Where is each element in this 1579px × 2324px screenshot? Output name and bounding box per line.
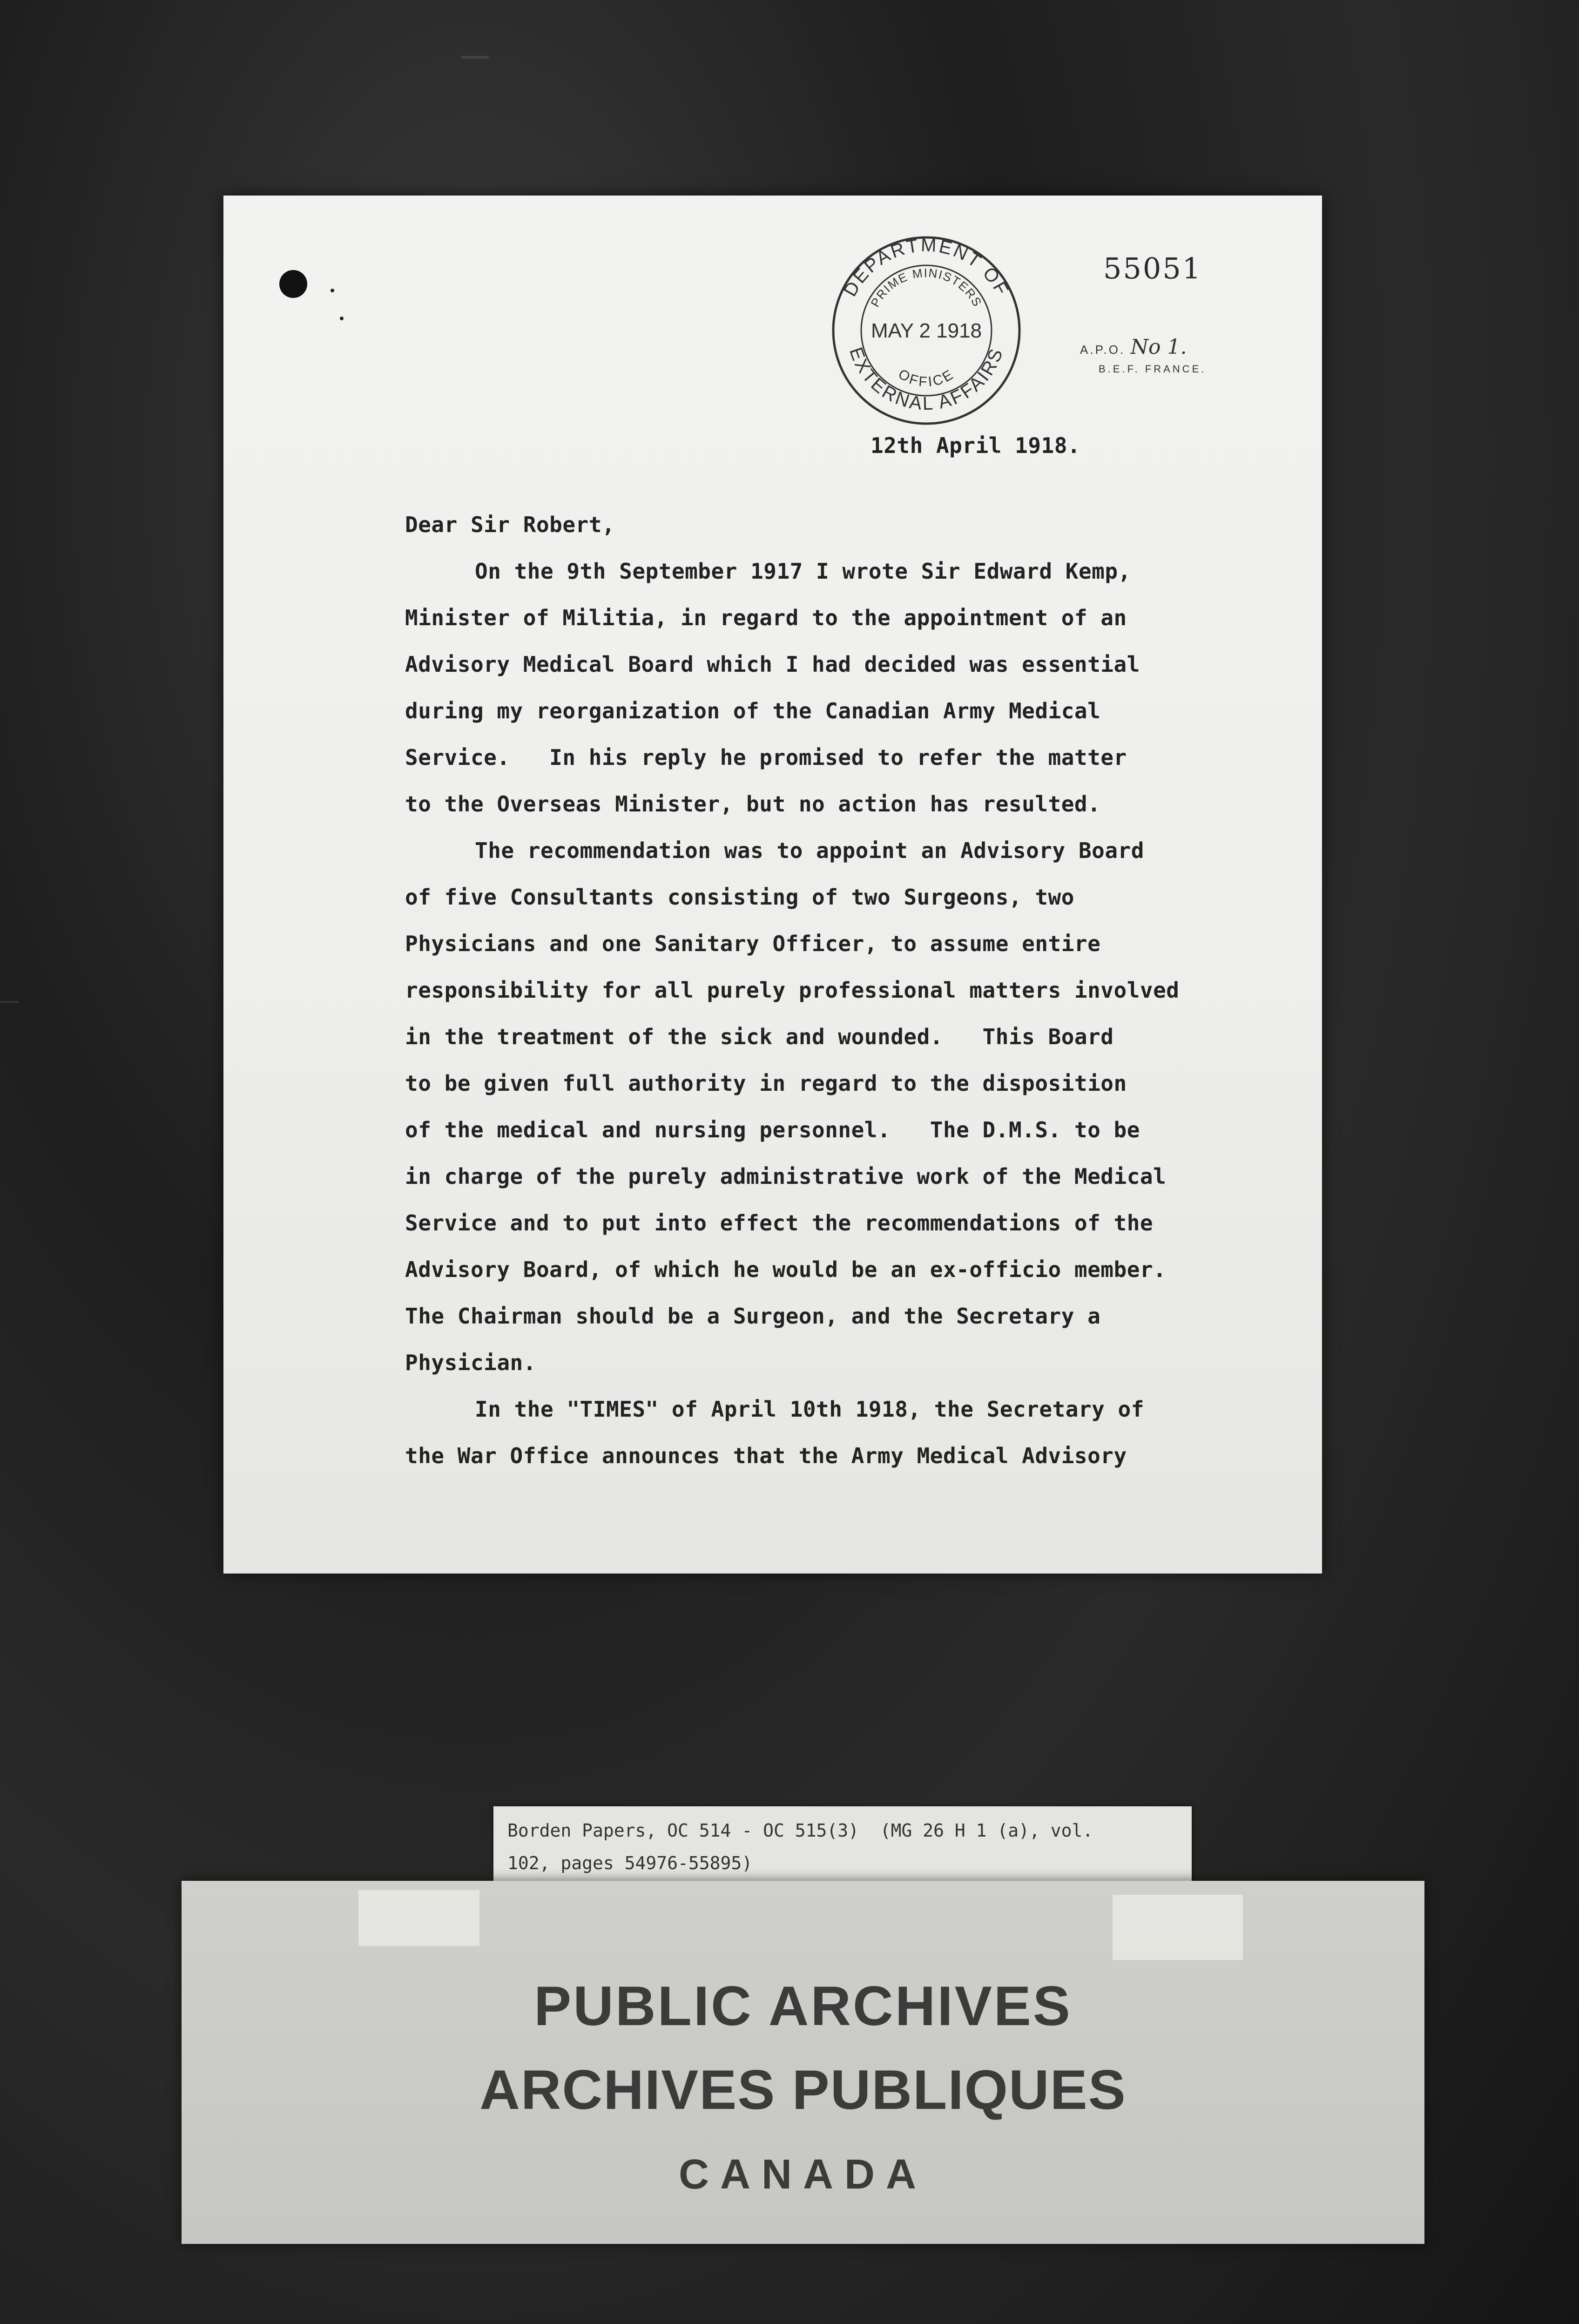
- stamp-bottom-text: EXTERNAL AFFAIRS: [845, 345, 1007, 414]
- archives-label: [182, 1881, 1424, 2244]
- svg-text:OFFICE: [896, 366, 957, 390]
- punch-hole: [279, 270, 307, 298]
- body-line: Advisory Board, of which he would be an ex-officio member.: [405, 1257, 1167, 1282]
- citation-line-2: 102, pages 54976-55895): [507, 1853, 753, 1873]
- body-line: The recommendation was to appoint an Advisory Board: [475, 838, 1144, 863]
- archives-title-fr: ARCHIVES PUBLIQUES: [479, 2059, 1127, 2121]
- body-line: Service. In his reply he promised to refer the matter: [405, 745, 1127, 770]
- body-line: The Chairman should be a Surgeon, and the Secretary a: [405, 1304, 1101, 1329]
- body-line: of the medical and nursing personnel. The D.M.S. to be: [405, 1117, 1140, 1142]
- bef-label: B.E.F. FRANCE.: [1099, 363, 1207, 375]
- stamp-inner-top-text: PRIME MINISTERS: [868, 265, 985, 310]
- body-line: of five Consultants consisting of two Surgeons, two: [405, 885, 1074, 910]
- body-line: the War Office announces that the Army Medical Advisory: [405, 1443, 1127, 1468]
- body-line: Service and to put into effect the recommendations of the: [405, 1210, 1154, 1236]
- body-line: Physician.: [405, 1350, 536, 1375]
- citation-line-1: Borden Papers, OC 514 - OC 515(3) (MG 26 H 1 (a), vol.: [507, 1820, 1093, 1841]
- document-number: 55051: [1103, 251, 1202, 285]
- body-line: to the Overseas Minister, but no action has resulted.: [405, 791, 1101, 817]
- stamp-top-text: DEPARTMENT OF: [839, 235, 1013, 300]
- body-line: In the "TIMES" of April 10th 1918, the Secretary of: [475, 1397, 1144, 1422]
- body-line: Minister of Militia, in regard to the appointment of an: [405, 605, 1127, 630]
- archives-title-en: PUBLIC ARCHIVES: [534, 1975, 1072, 2037]
- apo-label: A.P.O.: [1080, 343, 1126, 357]
- body-line: in charge of the purely administrative work of the Medical: [405, 1164, 1167, 1189]
- body-line: responsibility for all purely professional matters involved: [405, 978, 1180, 1003]
- body-line: during my reorganization of the Canadian Army Medical: [405, 698, 1101, 723]
- body-line: to be given full authority in regard to the disposition: [405, 1071, 1127, 1096]
- salutation: Dear Sir Robert,: [405, 512, 615, 537]
- stamp-date: MAY 2 1918: [870, 319, 982, 342]
- tape-strip: [1113, 1895, 1243, 1960]
- film-scratch: [0, 1001, 19, 1003]
- body-line: Advisory Medical Board which I had decided was essential: [405, 652, 1140, 677]
- stamp-inner-bottom-text: OFFICE: [895, 366, 958, 390]
- svg-text:PRIME MINISTERS: [868, 266, 985, 310]
- film-scratch: [461, 56, 489, 59]
- ink-speck: [331, 289, 334, 292]
- ink-speck: [340, 317, 344, 320]
- received-stamp: [829, 233, 1024, 428]
- tape-strip: [358, 1890, 479, 1946]
- apo-number: No 1.: [1130, 335, 1187, 359]
- letter-page: [223, 196, 1322, 1574]
- body-line: On the 9th September 1917 I wrote Sir Edward Kemp,: [475, 559, 1131, 584]
- body-line: in the treatment of the sick and wounded. This Board: [405, 1024, 1114, 1049]
- letter-date: 12th April 1918.: [870, 433, 1081, 458]
- body-line: Physicians and one Sanitary Officer, to assume entire: [405, 931, 1101, 956]
- archives-country: CANADA: [679, 2151, 927, 2198]
- apo-line: [1080, 335, 1187, 359]
